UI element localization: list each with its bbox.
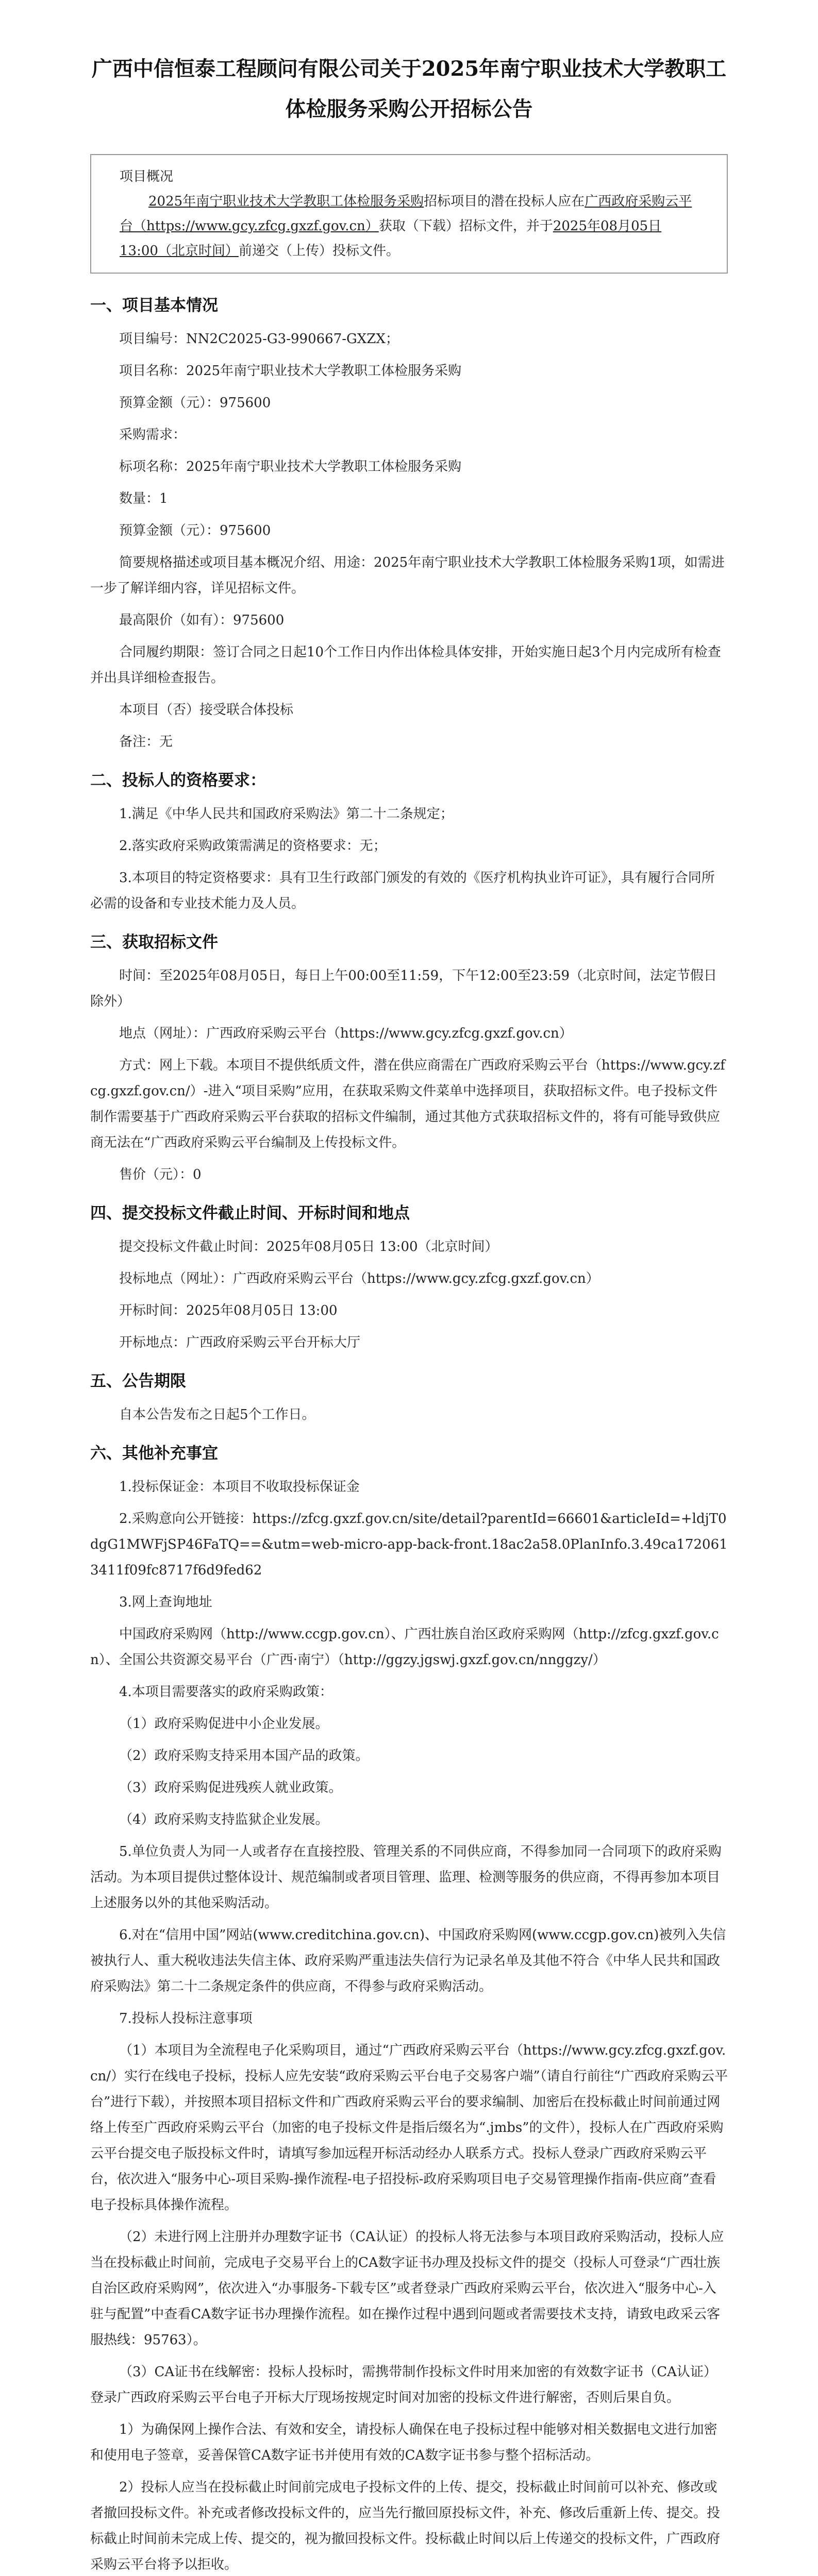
overview-project-name: 2025年南宁职业技术大学教职工体检服务采购	[148, 194, 424, 209]
paragraph-line: （2）政府采购支持采用本国产品的政策。	[119, 1748, 369, 1764]
paragraph-line: （1）本项目为全流程电子化采购项目，通过“广西政府采购云平台（https://www.gcy.zfcg.gxzf.gov.cn/）实行在线电子投标，投标人应先安装“政府采购云平台电子交易客户端”（请自行前往“广西政府采购云平台”进行下载），并按照本项目招标文件和广西政府采购云平台的要求编制、加密后在投标截止时间前通过网络上传至广西政府采购云平台（加密的电子投标文件是指后缀名为“.jmbs”的文件），投标人在广西政府采购云平台提交电子版投标文件时，请填写参加远程开标活动经办人联系方式。投标人登录广西政府采购云平台，依次进入“服务中心-项目采购-操作流程-电子招投标-政府采购项目电子交易管理操作指南-供应商”查看电子投标具体操作流程。	[90, 2043, 728, 2213]
paragraph-line: 6.对在“信用中国”网站(www.creditchina.gov.cn)、中国政府采购网(www.ccgp.gov.cn)被列入失信被执行人、重大税收违法失信主体、政府采购严重违法失信行为记录名单及其他不符合《中华人民共和国政府采购法》第二十二条规定条件的供应商，不得参与政府采购活动。	[90, 1927, 726, 1994]
paragraph-line: 采购需求：	[119, 427, 187, 443]
section-submission	[90, 1234, 728, 1355]
paragraph-line: 简要规格描述或项目基本概况介绍、用途：2025年南宁职业技术大学教职工体检服务采购1项，如需进一步了解详细内容，详见招标文件。	[90, 555, 725, 596]
paragraph-line: 最高限价（如有）：975600	[119, 613, 285, 628]
paragraph-line: 2）投标人应当在投标截止时间前完成电子投标文件的上传、提交，投标截止时间前可以补充、修改或者撤回投标文件。补充或者修改投标文件的，应当先行撤回原投标文件，补充、修改后重新上传、提交。投标截止时间前未完成上传、提交的，视为撤回投标文件。投标截止时间以后上传递交的投标文件，广西政府采购云平台将予以拒收。	[90, 2480, 721, 2572]
section-heading-qualification: 二、投标人的资格要求：	[90, 771, 266, 790]
paragraph-line: 时间：至2025年08月05日，每日上午00:00至11:59，下午12:00至23:59（北京时间，法定节假日除外）	[90, 968, 717, 1009]
paragraph-line: 项目编号：NN2C2025-G3-990667-GXZX；	[119, 331, 399, 347]
paragraph-line: 自本公告发布之日起5个工作日。	[119, 1407, 315, 1422]
paragraph-line: 1）为确保网上操作合法、有效和安全，请投标人确保在电子投标过程中能够对相关数据电文进行加密和使用电子签章，妥善保管CA数字证书并使用有效的CA数字证书参与整个招标活动。	[90, 2422, 717, 2463]
section-other-matters	[90, 1474, 728, 2576]
overview-text	[120, 189, 698, 263]
paragraph-line: 3.本项目的特定资格要求：具有卫生行政部门颁发的有效的《医疗机构执业许可证》，具有履行合同所必需的设备和专业技术能力及人员。	[90, 870, 715, 911]
section-heading-other-matters: 六、其他补充事宜	[90, 1444, 218, 1463]
section-notice-period	[90, 1402, 728, 1428]
paragraph-line: 提交投标文件截止时间：2025年08月05日 13:00（北京时间）	[119, 1239, 498, 1255]
overview-platform-link[interactable]: 广西政府采购云平台	[120, 194, 692, 234]
section-qualification	[90, 801, 728, 917]
paragraph-line: 预算金额（元）：975600	[119, 523, 271, 538]
paragraph-line: 售价（元）：0	[119, 1167, 202, 1182]
paragraph-line: 2.采购意向公开链接：https://zfcg.gxzf.gov.cn/site/detail?parentId=66601&articleId=+ldjT0dgG1MWFjSP46FaTQ==&utm=web-micro-app-back-front.18ac2a58.0PlanInfo.3.49ca1720613411f09fc8717f6d9fed62	[90, 1511, 728, 1578]
paragraph-line: 项目名称：2025年南宁职业技术大学教职工体检服务采购	[119, 363, 462, 379]
paragraph-line: （2）未进行网上注册并办理数字证书（CA认证）的投标人将无法参与本项目政府采购活动，投标人应当在投标截止时间前，完成电子交易平台上的CA数字证书办理及投标文件的提交（投标人可登录“广西壮族自治区政府采购网”，依次进入“办事服务-下载专区”或者登录广西政府采购云平台，依次进入“服务中心-入驻与配置”中查看CA数字证书办理操作流程。如在操作过程中遇到问题或者需要技术支持，请致电政采云客服热线：95763）。	[90, 2229, 724, 2348]
paragraph-line: 投标地点（网址）：广西政府采购云平台（https://www.gcy.zfcg.gxzf.gov.cn）	[119, 1271, 599, 1286]
section-heading-submission: 四、提交投标文件截止时间、开标时间和地点	[90, 1204, 410, 1223]
paragraph-line: 数量：1	[119, 491, 168, 506]
paragraph-line: 地点（网址）：广西政府采购云平台（https://www.gcy.zfcg.gxzf.gov.cn）	[119, 1026, 573, 1041]
overview-text-part: 招标项目的潜在投标人应在	[424, 194, 585, 209]
paragraph-line: （4）政府采购支持监狱企业发展。	[119, 1812, 329, 1827]
paragraph-line: 4.本项目需要落实的政府采购政策：	[119, 1684, 333, 1700]
paragraph-line: 3.网上查询地址	[119, 1595, 212, 1610]
project-overview-box	[90, 154, 728, 274]
paragraph-line: 本项目（否）接受联合体投标	[119, 702, 294, 718]
section-basic-info	[90, 326, 728, 755]
paragraph-line: 开标时间：2025年08月05日 13:00	[119, 1303, 338, 1318]
section-heading-notice-period: 五、公告期限	[90, 1372, 186, 1391]
paragraph-line: 中国政府采购网（http://www.ccgp.gov.cn）、广西壮族自治区政府采购网（http://zfcg.gxzf.gov.cn）、全国公共资源交易平台（广西·南宁）（http://ggzy.jgswj.gxzf.gov.cn/nnggzy/）	[90, 1626, 719, 1668]
section-get-documents	[90, 963, 728, 1188]
paragraph-line: 1.投标保证金：本项目不收取投标保证金	[119, 1479, 360, 1495]
section-heading-basic-info: 一、项目基本情况	[90, 296, 218, 315]
page-title: 广西中信恒泰工程顾问有限公司关于2025年南宁职业技术大学教职工体检服务采购公开招标公告	[91, 57, 727, 121]
paragraph-line: 2.落实政府采购政策需满足的资格要求：无；	[119, 838, 387, 854]
overview-heading: 项目概况	[120, 169, 174, 184]
paragraph-line: （3）CA证书在线解密：投标人投标时，需携带制作投标文件时用来加密的有效数字证书（CA认证）登录广西政府采购云平台电子开标大厅现场按规定时间对加密的投标文件进行解密，否则后果自负。	[90, 2364, 717, 2405]
paragraph-line: 1.满足《中华人民共和国政府采购法》第二十二条规定；	[119, 806, 454, 822]
paragraph-line: 方式：网上下载。本项目不提供纸质文件，潜在供应商需在广西政府采购云平台（https://www.gcy.zfcg.gxzf.gov.cn/）-进入“项目采购”应用，在获取采购文件菜单中选择项目，获取招标文件。电子投标文件制作需要基于广西政府采购云平台获取的招标文件编制，通过其他方式获取招标文件的，将有可能导致供应商无法在“广西政府采购云平台编制及上传投标文件。	[90, 1058, 725, 1150]
paragraph-line: 预算金额（元）：975600	[119, 395, 271, 411]
paragraph-line: 合同履约期限：签订合同之日起10个工作日内作出体检具体安排，开始实施日起3个月内完成所有检查并出具详细检查报告。	[90, 645, 721, 686]
overview-text-part: 前递交（上传）投标文件。	[238, 243, 399, 259]
overview-text-part: 获取（下载）招标文件，并于	[378, 218, 553, 234]
paragraph-line: （1）政府采购促进中小企业发展。	[119, 1716, 329, 1732]
paragraph-line: 备注：无	[119, 734, 173, 750]
section-heading-get-documents: 三、获取招标文件	[90, 933, 218, 952]
paragraph-line: 7.投标人投标注意事项	[119, 2011, 253, 2026]
overview-platform-url[interactable]: （https://www.gcy.zfcg.gxzf.gov.cn）	[133, 218, 379, 234]
paragraph-line: （3）政府采购促进残疾人就业政策。	[119, 1780, 342, 1795]
paragraph-line: 5.单位负责人为同一人或者存在直接控股、管理关系的不同供应商，不得参加同一合同项下的政府采购活动。为本项目提供过整体设计、规范编制或者项目管理、监理、检测等服务的供应商，不得再参加本项目上述服务以外的其他采购活动。	[90, 1844, 722, 1911]
paragraph-line: 标项名称：2025年南宁职业技术大学教职工体检服务采购	[119, 459, 462, 474]
paragraph-line: 开标地点：广西政府采购云平台开标大厅	[119, 1335, 361, 1350]
overview-deadline: 2025年08月05日 13:00（北京时间）	[120, 218, 662, 259]
